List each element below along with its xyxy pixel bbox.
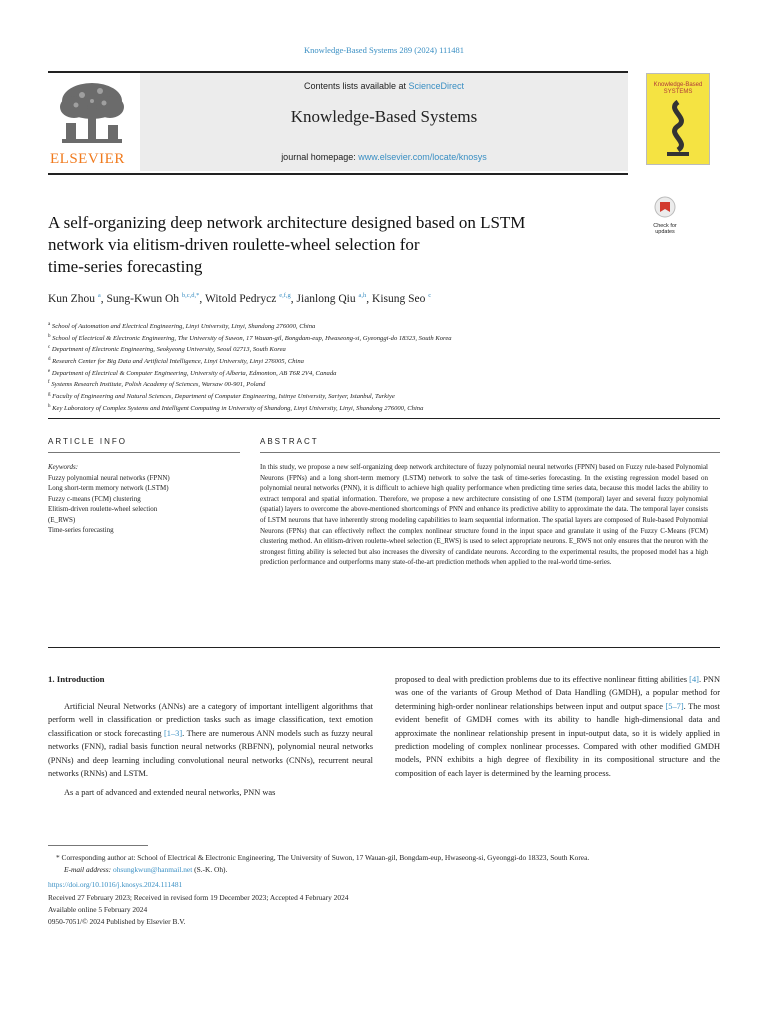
article-info-heading: ARTICLE INFO [48,437,127,446]
article-info-rule [48,452,240,453]
header-bottom-rule [48,173,628,175]
affiliation-key: e [48,368,51,374]
sciencedirect-link[interactable]: ScienceDirect [408,81,465,91]
affiliation-list [48,320,708,414]
author-affil-sup[interactable]: c [428,292,432,299]
title-line-1: A self-organizing deep network architecture designed based on LSTM [48,213,526,232]
author-affil-sup[interactable]: e,f,g [279,292,291,299]
email-link[interactable]: ohsungkwun@hanmail.net [113,865,193,875]
footnote-rule [48,845,148,846]
copyright: 0950-7051/© 2024 Published by Elsevier B.V. [48,917,186,927]
author-affil-sup[interactable]: a,h [358,292,367,299]
article-title [48,212,608,278]
email-suffix: (S.-K. Oh). [192,865,228,875]
citation-link[interactable]: [4] [689,675,699,684]
contents-line [140,81,628,91]
keyword-item: (E_RWS) [48,515,76,524]
paragraph-text: Artificial Neural Networks (ANNs) are a category of important intelligent algorithms that perform well in classification or prediction tasks such as image classification, text emotion classification or stock forecasting [48,702,373,738]
affiliation-item [48,390,708,402]
abstract-bottom-rule [48,647,720,648]
affiliation-key: a [48,322,51,327]
doi-link[interactable]: https://doi.org/10.1016/j.knosys.2024.111481 [48,880,183,890]
email-label: E-mail address: [64,865,113,875]
keyword-item: Fuzzy c-means (FCM) clustering [48,494,141,503]
body-column-right [395,673,720,780]
affiliation-text: School of Electrical & Electronic Engineering, The University of Suwon, 17 Wauan-gil, Bongdam-eup, Hwaseong-si, Gyeonggi-do 18323, South Korea [52,334,452,342]
author-list: Kun Zhou $^a$, Sung-Kwun Oh $^{b,c,d,*}$, Witold Pedrycz $^{e,f,g}$, Jianlong Qiu $^{a,h}$, Kisung Seo $^c$ [48,292,432,305]
affiliation-item [48,378,708,390]
paragraph-text: proposed to deal with prediction problems due to its effective nonlinear fitting abilities [395,675,690,684]
abstract-heading: ABSTRACT [260,437,319,446]
title-line-2: network via elitism-driven roulette-wheel selection for [48,235,420,254]
check-updates-icon [648,196,682,218]
cover-title-line-1: Knowledge-Based [653,82,703,88]
paragraph [395,673,720,780]
paragraph [48,700,373,780]
author-name[interactable]: Sung-Kwun Oh [106,292,179,305]
citation-link[interactable]: [5–7] [665,701,684,711]
journal-header [48,73,628,171]
check-updates-label: Check for updates [653,223,677,235]
author-affil-sup[interactable]: a [97,292,101,299]
affiliation-text: Department of Electronic Engineering, Seokyeong University, Seoul 02713, South Korea [51,346,286,354]
affiliation-item [48,332,708,344]
journal-name: Knowledge-Based Systems [290,107,478,126]
keyword-item: Time-series forecasting [48,526,114,534]
affiliation-item [48,402,708,414]
abstract-rule [260,452,720,453]
affiliation-item [48,343,708,355]
cover-figure-icon [661,100,695,158]
paragraph-text: . PNN was one of the variants of Group Method of Data Handling (GMDH), a popular method for determining high-order nonlinear relationships between input and output space [395,675,720,711]
title-line-3: time-series forecasting [48,257,203,276]
homepage-link[interactable]: www.elsevier.com/locate/knosys [358,152,487,162]
homepage-line [140,152,628,162]
affiliation-key: h [48,403,51,409]
keywords-label: Keywords: [48,463,79,471]
keyword-item: Long short-term memory network (LSTM) [48,484,169,492]
footnotes [48,852,720,928]
available-online: Available online 5 February 2024 [48,904,148,914]
received-dates: Received 27 February 2023; Received in revised form 19 December 2023; Accepted 4 February 2024 [48,892,349,902]
paragraph: As a part of advanced and extended neural networks, PNN was [64,788,276,798]
journal-cover-image[interactable] [646,73,710,165]
email-line [48,864,720,876]
affiliation-item [48,355,708,367]
cover-title-line-2: SYSTEMS [663,89,693,95]
affiliation-text: Research Center for Big Data and Artificial Intelligence, Linyi University, Linyi 276005, China [52,358,304,366]
affiliation-key: g [48,392,51,398]
affiliation-text: Systems Research Institute, Polish Academy of Sciences, Warsaw 00-901, Poland [51,381,266,389]
info-top-rule [48,418,720,419]
contents-prefix: Contents lists available at [303,81,409,91]
author-name[interactable]: Kun Zhou [48,292,95,305]
elsevier-wordmark: ELSEVIER [50,151,125,167]
affiliation-text: Key Laboratory of Complex Systems and Intelligent Computing in University of Shandong, Linyi University, Linyi, Shandong 276000, China [52,405,424,412]
elsevier-tree-logo [52,77,132,149]
journal-reference[interactable]: Knowledge-Based Systems 289 (2024) 111481 [304,45,464,55]
homepage-prefix: journal homepage: [281,152,359,162]
cover-title [647,82,709,96]
affiliation-key: d [48,357,51,363]
affiliation-key: c [48,345,51,351]
paragraph-text: . The most evident benefit of GMDH comes with its ability to handle high-dimensional data and approximate the nonlinear relationship present in input-output data, so it is widely applied in prediction modeling of complex nonlinear processes. Compared with other modified GMDH models, PNN exhibits a high degree of flexibility in its compositional structure and the composition of each layer is determined by the learning process. [395,701,720,778]
abstract-text: In this study, we propose a new self-organizing deep network architecture of fuzzy polynomial neural networks (FPNN) based on Fuzzy rule-based Polynomial Neurons (FPNs) and a long short-term memory (LSTM) network to solve the task of time-series forecasting. In the existing regression model based on polynomial neural networks (PNN), it is difficult to achieve high quality performance when predicting time series data, because this model lacks the ability to extract temporal and spatial information. Therefore, we propose a new architecture consisting of one LSTM (temporal) layer and several fuzzy polynomial (spatial) layers to overcome the above-mentioned shortcomings of PNN and enhance its predictive ability to approximate the data. The temporal layer consists of LSTM neurons that have inherently strong modeling capabilities to learn sequential information. The spatial layers are composed of Rule-based Polynomial Neurons (FPNs) that can effectively reflect the complex nonlinear structure found in the input space and granulate it using of the Fuzzy C-Means (FCM) clustering method. An elitism-driven roulette-wheel selection (E_RWS) is used to select appropriate neurons. E_RWS not only ensures that the neuron with the strongest fitting ability is selected but also increases the diversity of candidate neurons. According to the experimental results, the proposed model has a high prediction performance and outperforms many state-of-the-art prediction methods when applied to the real-world time-series. [260,463,708,567]
keyword-item: Elitism-driven roulette-wheel selection [48,505,158,513]
affiliation-item [48,367,708,379]
author-affil-sup[interactable]: b,c,d,* [181,292,200,299]
section-heading-introduction: 1. Introduction [48,674,105,684]
check-for-updates-button[interactable] [648,196,682,235]
author-name[interactable]: Kisung Seo [372,292,426,305]
affiliation-text: Faculty of Engineering and Natural Sciences, Department of Computer Engineering, Istinye University, Sariyer, Istanbul, Turkiye [52,393,395,401]
keyword-item: Fuzzy polynomial neural networks (FPNN) [48,473,170,482]
corresponding-author-note: * Corresponding author at: School of Electrical & Electronic Engineering, The University of Suwon, 17 Wauan-gil, Bongdam-eup, Hwaseong-si, Gyeonggi-do 18323, South Korea. [56,853,590,862]
citation-link[interactable]: [1–3] [164,728,183,738]
affiliation-item [48,320,708,332]
paragraph-text: . There are numerous ANN models such as fuzzy neural networks (FNN), radial basis function neural networks (RBFNN), polynomial neural networks (PNNs) and deep learning including convolutional neural networks (CNNs), recurrent neural networks (RNNs) and LSTM. [48,728,374,779]
affiliation-key: f [48,380,50,386]
affiliation-key: b [48,333,51,339]
affiliation-text: School of Automation and Electrical Engineering, Linyi University, Linyi, Shandong 276000, China [51,323,316,331]
body-column-left [48,700,373,800]
affiliation-text: Department of Electrical & Computer Engineering, University of Alberta, Edmonton, AB T6R 2V4, Canada [51,369,337,377]
author-name[interactable]: Jianlong Qiu [296,292,356,305]
author-name[interactable]: Witold Pedrycz [204,292,277,305]
keywords-block [48,462,240,536]
